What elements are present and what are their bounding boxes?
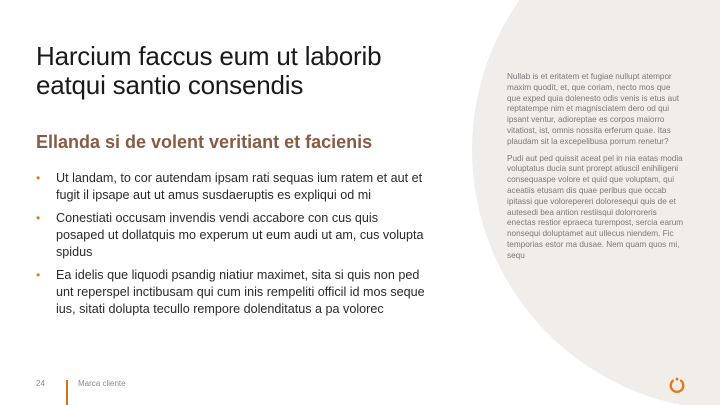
side-paragraph: Pudi aut ped quissit aceat pel in nia eatas modia voluptatus ducia sunt prorept atiuscil enihiligeni consequaspe volore et quid que voluptam, qui aceatiis etusam dis quae peribus que occab ipitassi que volorepereri doloresequi quis de et autesedi bea antion restiisqui dolorroreris enectas restior epraeca turempost, sercia earum nonsequi doluptamet aut ullecus niendem. Fic temporias estor ma dusae. Nem quam quos mi, sequ: [507, 153, 684, 260]
side-paragraph: Nullab is et eritatem et fugiae nullupt atempor maxim quodit, et, que coriam, necto mos que que exped quia dolenesto odis venis is etus aut reptatempe nim et magnisciatem dero od qui ipsant ventur, adioreptae es corpos maiorro vitatiost, ist, omnis nossita erferum quae. Itas plaudam sit la excepelibusa porrum renetur?: [507, 72, 680, 146]
bullet-item: [36, 267, 428, 318]
footer-brand: Marca cliente: [78, 379, 126, 388]
bullet-list: [36, 170, 428, 324]
footer-divider: [66, 380, 68, 405]
bullet-marker: •: [36, 211, 41, 225]
bullet-item: [36, 170, 428, 204]
slide-subtitle: Ellanda si de volent veritiant et facienis: [36, 132, 373, 152]
refresh-arc-logo-icon: [668, 376, 686, 394]
bullet-text: Ea idelis que liquodi psandig niatiur maximet, sita si quis non ped unt reperspel inctibusam qui cum inis rempeliti officil id mos seque ius, sitati dolupta tecullo rempore dolenditatus a pa volorec: [56, 268, 425, 316]
bullet-marker: •: [36, 268, 41, 282]
bullet-item: [36, 210, 428, 261]
bullet-marker: •: [36, 171, 41, 185]
bullet-text: Conestiati occusam invendis vendi accabore con cus quis posaped ut dollatquis mo experum ut eum audi ut am, cus volupta spidus: [56, 211, 424, 259]
bullet-text: Ut landam, to cor autendam ipsam rati sequas ium ratem et aut et fugit il ipsape aut ut amus susdaeruptis es expliqui od mi: [56, 171, 423, 202]
side-text-block: [507, 72, 685, 268]
page-number: 24: [36, 379, 45, 388]
slide-title: Harcium faccus eum ut laborib eatqui santio consendis: [36, 41, 382, 100]
